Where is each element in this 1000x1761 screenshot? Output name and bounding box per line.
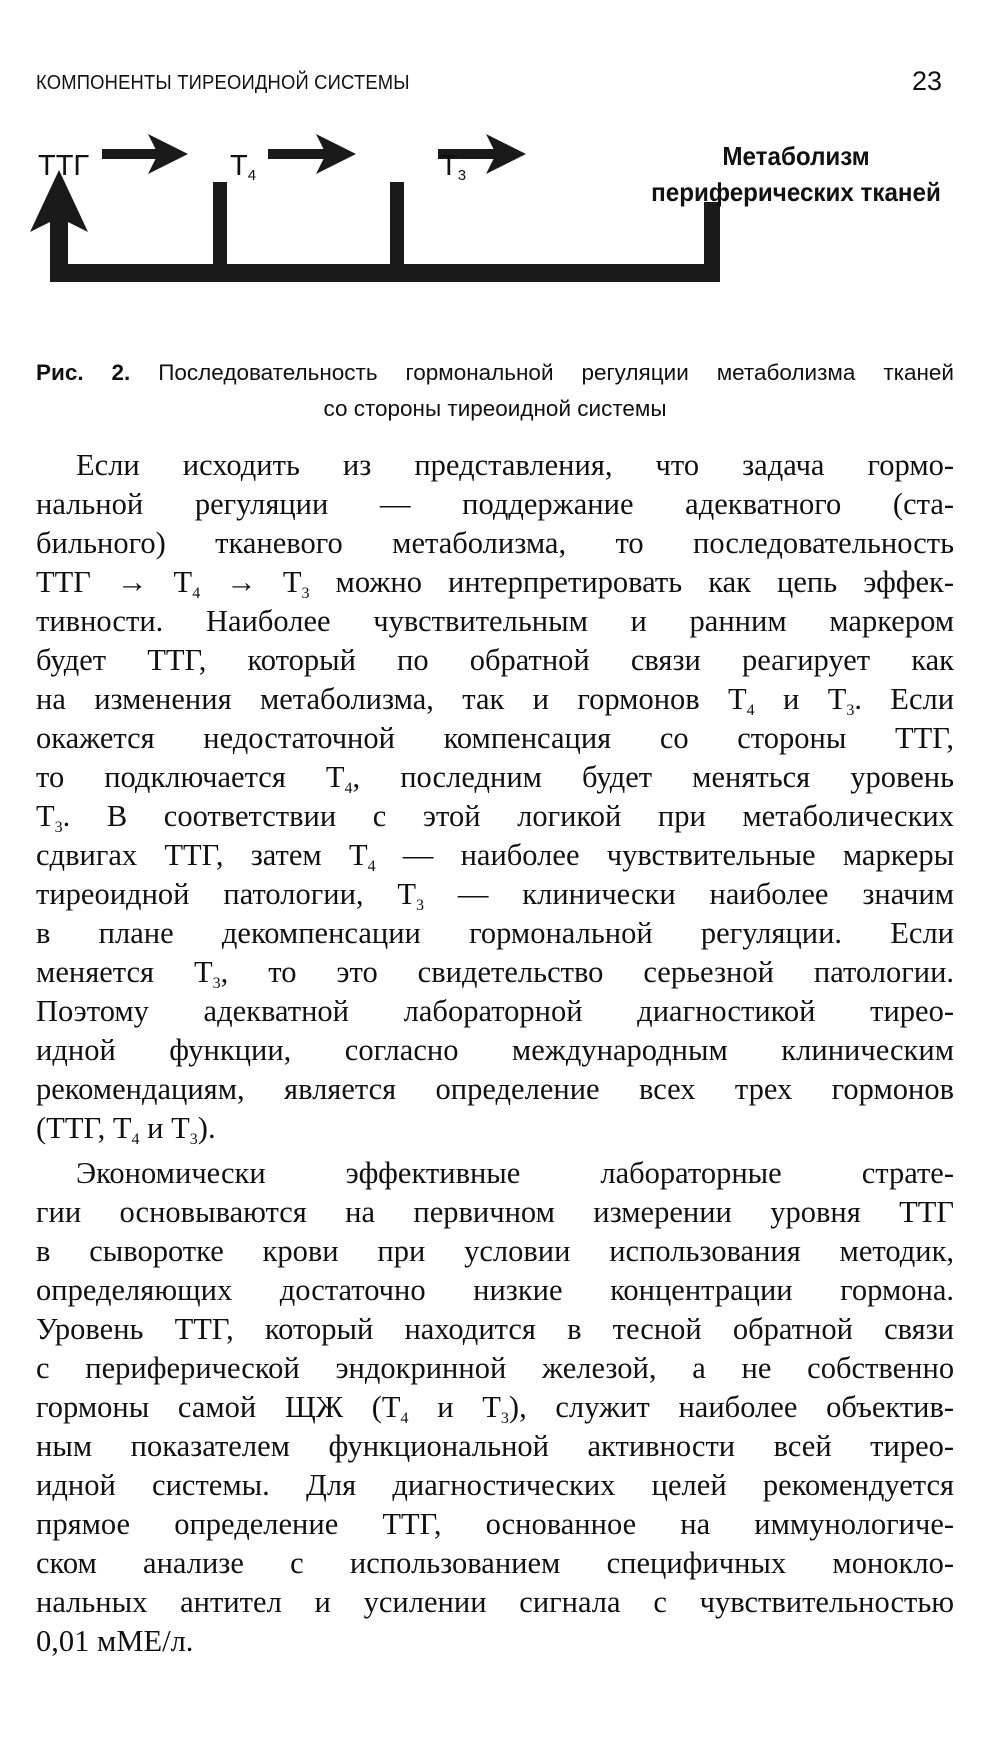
text-line: 0,01 мМЕ/л. [36, 1624, 194, 1658]
text-line: Экономически эффективные лабораторные страте- [76, 1156, 954, 1190]
text-line: Уровень ТТГ, который находится в тесной обратной связи [36, 1312, 955, 1346]
label-t3: $T_3$ [440, 150, 467, 184]
text-line: (ТТГ, $Т_4$ и $Т_3$). [36, 1111, 216, 1148]
text-line: сдвигах ТТГ, затем $Т_4$ — наиболее чувствительные маркеры [36, 838, 955, 875]
text-line: прямое определение ТТГ, основанное на иммунологиче- [36, 1507, 955, 1541]
text-line: меняется $Т_3$, то это свидетельство серьезной патологии. [36, 955, 955, 992]
t4-stem [213, 182, 227, 282]
text-line: бильного) тканевого метаболизма, то последовательность [36, 526, 955, 560]
text-line: Если исходить из представления, что задача гормо- [76, 448, 955, 482]
label-metabolism: Метаболизм периферических тканей [651, 141, 941, 207]
text-line: на изменения метаболизма, так и гормонов $Т_4$ и $Т_3$. Если [36, 682, 955, 719]
arrow-right-icon [102, 134, 188, 174]
text-line: рекомендациям, является определение всех трех гормонов [36, 1072, 954, 1106]
text-line: в плане декомпенсации гормональной регуляции. Если [36, 916, 954, 950]
label-t4: $T_4$ [230, 150, 257, 184]
text-line: нальных антител и усилении сигнала с чувствительностью [36, 1585, 955, 1619]
metabolism-stem [704, 202, 720, 282]
caption-line-2: со стороны тиреоидной системы [323, 396, 667, 421]
text-line: тиреоидной патологии, $Т_3$ — клинически наиболее значим [36, 877, 955, 914]
caption-prefix: Рис. 2. [36, 360, 131, 385]
figure-caption [36, 355, 954, 427]
text-line: в сыворотке крови при условии использования методик, [36, 1234, 955, 1268]
label-ttg: ТТГ [38, 150, 90, 182]
page-number: 23 [911, 66, 942, 96]
text-line: ском анализе с использованием специфичных моноклo- [36, 1546, 955, 1580]
arrow-right-icon [268, 134, 356, 174]
text-line: определяющих достаточно низкие концентрации гормона. [36, 1273, 955, 1307]
paragraph [36, 1154, 954, 1661]
text-line: с периферической эндокринной железой, а не собственно [36, 1351, 955, 1385]
paragraph [36, 446, 954, 1148]
t3-stem [390, 182, 404, 282]
body-text [36, 446, 954, 1661]
text-line: ным показателем функциональной активности всей тирео- [36, 1429, 955, 1463]
text-line: нальной регуляции — поддержание адекватного (ста- [36, 487, 955, 521]
text-line: гии основываются на первичном измерении уровня ТТГ [36, 1195, 955, 1229]
text-line: то подключается $Т_4$, последним будет меняться уровень [36, 760, 955, 797]
text-line: ТТГ → $Т_4 \to Т_3$ можно интерпретировать как цепь эффек- [36, 565, 955, 602]
text-line: $Т_3$. В соответствии с этой логикой при метаболических [36, 799, 954, 836]
figure-hormone-sequence [30, 128, 960, 328]
text-line: идной функции, согласно международным клиническим [36, 1033, 954, 1067]
text-line: окажется недостаточной компенсация со стороны ТТГ, [36, 721, 955, 755]
text-line: Поэтому адекватной лабораторной диагностикой тирео- [36, 994, 955, 1028]
text-line: будет ТТГ, который по обратной связи реагирует как [36, 643, 954, 677]
caption-line-1: Последовательность гормональной регуляции метаболизма тканей [158, 360, 954, 385]
text-line: идной системы. Для диагностических целей рекомендуется [36, 1468, 955, 1502]
running-head: КОМПОНЕНТЫ ТИРЕОИДНОЙ СИСТЕМЫ [36, 72, 410, 94]
text-line: гормоны самой ЩЖ ($Т_4$ и $Т_3$), служит наиболее объектив- [36, 1390, 955, 1427]
text-line: тивности. Наиболее чувствительным и ранним маркером [36, 604, 955, 638]
feedback-bar [50, 264, 720, 282]
